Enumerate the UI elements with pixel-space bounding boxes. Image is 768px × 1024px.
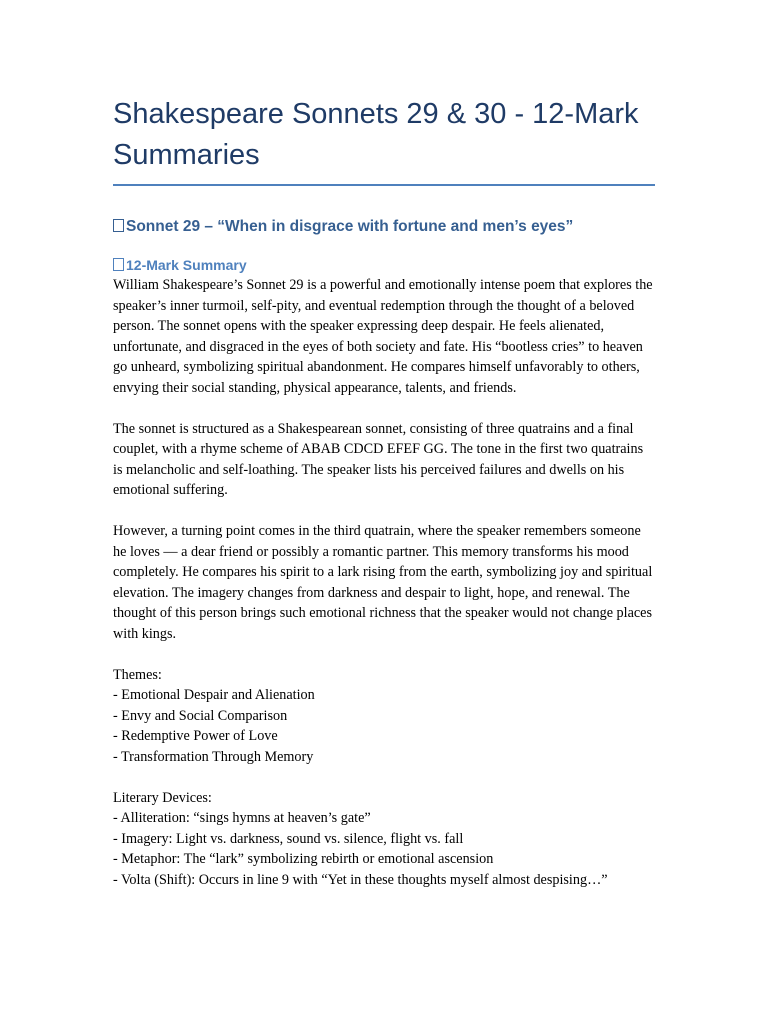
sonnet-29-heading <box>113 216 655 238</box>
summary-body <box>113 275 655 890</box>
missing-glyph-icon <box>113 219 124 232</box>
themes-list <box>113 665 655 768</box>
list-item: - Redemptive Power of Love <box>113 728 278 744</box>
missing-glyph-icon <box>113 258 124 271</box>
literary-devices-title: Literary Devices: <box>113 789 212 806</box>
paragraph: William Shakespeare’s Sonnet 29 is a powerful and emotionally intense poem that explores the speaker’s inner turmoil, self-pity, and eventual redemption through the thought of a beloved person. The sonnet opens with the speaker expressing deep despair. He feels alienated, unfortunate, and disgraced in the eyes of both society and fate. His “bootless cries” to heaven go unheard, symbolizing spiritual abandonment. He compares himself unfavorably to others, envying their social standing, physical appearance, talents, and friends. <box>113 277 653 396</box>
list-item: - Alliteration: “sings hymns at heaven’s gate” <box>113 810 371 826</box>
list-item: - Imagery: Light vs. darkness, sound vs. silence, flight vs. fall <box>113 830 464 847</box>
summary-subheading-text: 12-Mark Summary <box>126 257 247 273</box>
literary-devices-list <box>113 788 655 891</box>
list-item: - Volta (Shift): Occurs in line 9 with “Yet in these thoughts myself almost despising…” <box>113 871 608 888</box>
list-item: - Envy and Social Comparison <box>113 707 288 724</box>
themes-title: Themes: <box>113 666 162 683</box>
summary-subheading <box>113 255 655 275</box>
list-item: - Transformation Through Memory <box>113 748 314 765</box>
document-page <box>113 94 655 911</box>
list-item: - Metaphor: The “lark” symbolizing rebirth or emotional ascension <box>113 851 494 867</box>
list-item: - Emotional Despair and Alienation <box>113 687 315 703</box>
sonnet-29-heading-text: Sonnet 29 – “When in disgrace with fortune and men’s eyes” <box>126 218 574 235</box>
document-title: Shakespeare Sonnets 29 & 30 - 12-Mark Summaries <box>113 94 655 186</box>
paragraph: However, a turning point comes in the third quatrain, where the speaker remembers someone he loves — a dear friend or possibly a romantic partner. This memory transforms his mood completely. He compares his spirit to a lark rising from the earth, symbolizing joy and spiritual elevation. The imagery changes from darkness and despair to light, hope, and renewal. The thought of this person brings such emotional richness that the speaker would not change places with kings. <box>113 523 653 642</box>
paragraph: The sonnet is structured as a Shakespearean sonnet, consisting of three quatrains and a final couplet, with a rhyme scheme of ABAB CDCD EFEF GG. The tone in the first two quatrains is melancholic and self-loathing. The speaker lists his perceived failures and dwells on his emotional suffering. <box>113 420 644 498</box>
